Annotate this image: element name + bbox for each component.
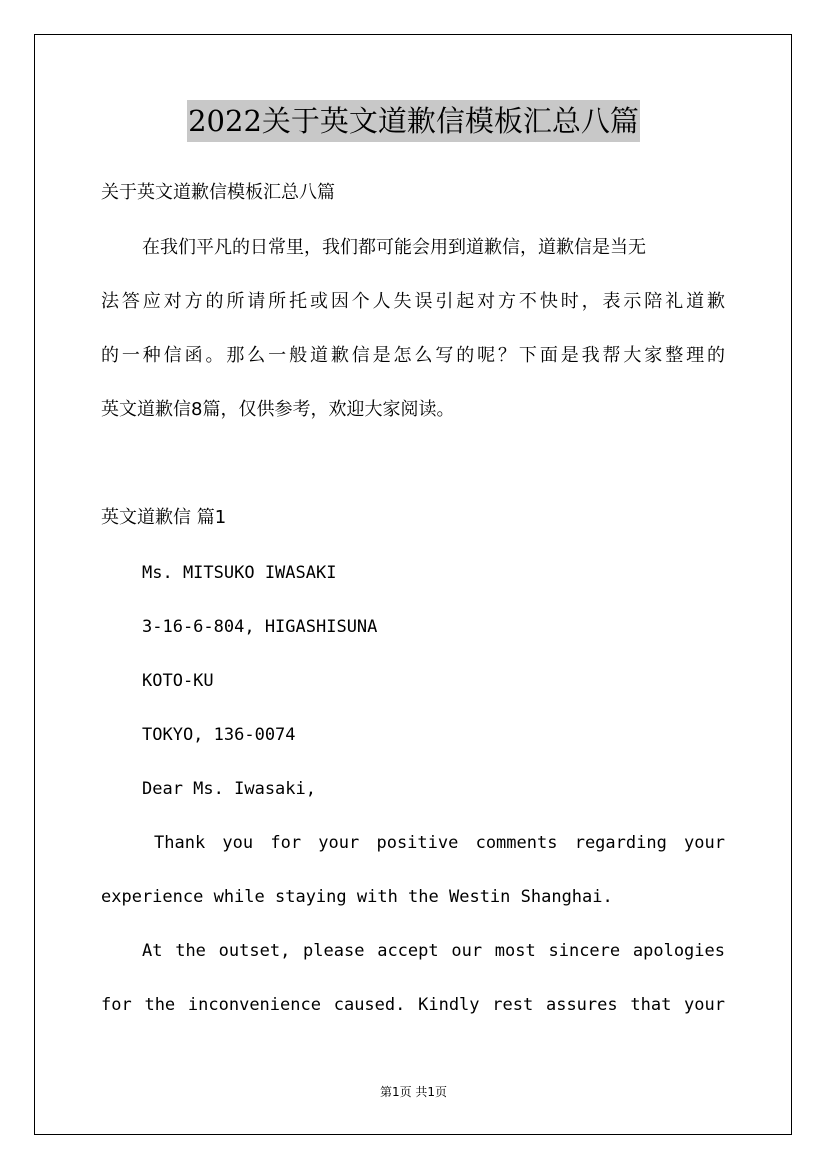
- body-line-2: experience while staying with the Westin Shanghai.: [101, 887, 613, 907]
- address-line-2: 3-16-6-804, HIGASHISUNA: [142, 617, 378, 637]
- section-heading: 英文道歉信 篇1: [101, 507, 227, 528]
- intro-line-4: 英文道歉信8篇，仅供参考，欢迎大家阅读。: [101, 399, 455, 420]
- address-line-4: TOKYO, 136-0074: [142, 725, 296, 745]
- body-line-4: for the inconvenience caused. Kindly rest assures that your: [101, 995, 725, 1015]
- intro-line-2: 法答应对方的所请所托或因个人失误引起对方不快时，表示陪礼道歉: [101, 291, 725, 312]
- address-line-3: KOTO-KU: [142, 671, 214, 691]
- title-container: [0, 100, 827, 142]
- intro-line-1: 在我们平凡的日常里，我们都可能会用到道歉信，道歉信是当无: [142, 237, 646, 258]
- document-title: 2022关于英文道歉信模板汇总八篇: [187, 100, 640, 142]
- salutation: Dear Ms. Iwasaki,: [142, 779, 316, 799]
- body-line-3: At the outset, please accept our most sincere apologies: [142, 941, 725, 961]
- document-subtitle: 关于英文道歉信模板汇总八篇: [101, 182, 335, 203]
- intro-line-3: 的一种信函。那么一般道歉信是怎么写的呢？下面是我帮大家整理的: [101, 345, 725, 366]
- page-footer: 第1页 共1页: [379, 1085, 448, 1099]
- address-line-1: Ms. MITSUKO IWASAKI: [142, 563, 337, 583]
- body-line-1: Thank you for your positive comments regarding your: [154, 833, 725, 853]
